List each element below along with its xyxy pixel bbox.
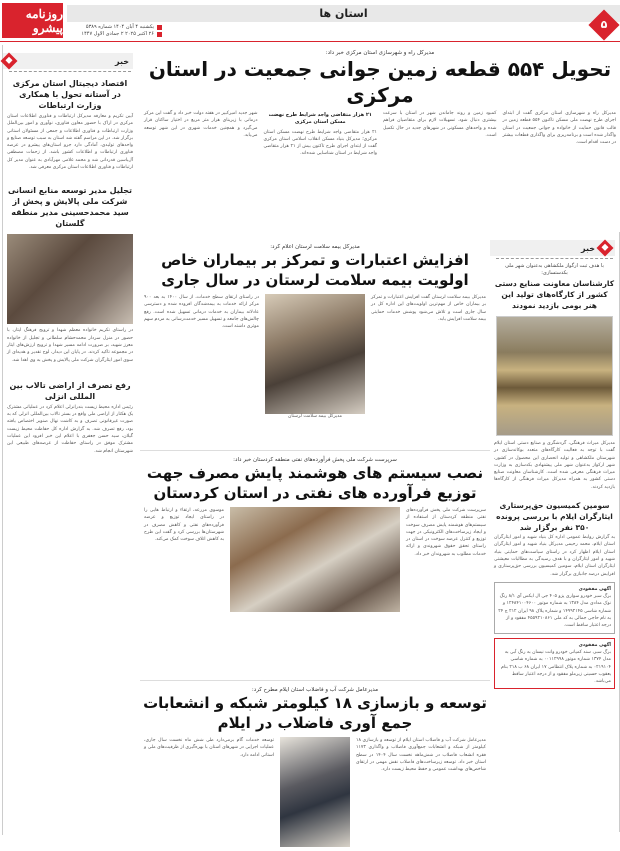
article-photo[interactable] [7,234,133,324]
lead-headline[interactable]: تحویل ۵۵۴ قطعه زمین جوانی جمعیت در استان مرکزی [148,57,612,107]
news-section-label [490,240,615,256]
text-column: کمبود زمین و روند جاماندن شهر در استان با سرعت بیشتری دنبال شود. تسهیلات لازم برای متقاضیان فراهم شده و واحدهای مسکونی در شهرهای جدید در حال تکمیل است. [383,111,497,138]
masthead [0,0,620,40]
date-block [72,24,162,38]
knives-photo[interactable] [496,316,613,436]
notice-title: آگهی مفقودی [578,586,611,592]
divider [496,258,613,259]
news-diamond-icon [597,240,614,257]
text-column: مدیرکل راه و شهرسازی استان مرکزی گفت از ابتدای اجرای طرح نهضت ملی مسکن تاکنون ۵۵۴ قطعه زمین در قالب قانون حمایت از خانواده و جوانی جمعیت در استان واگذار شده است و برنامه‌ریزی برای واگذاری قطعات بیشتر در دست اقدام است. [502,111,617,146]
article-body-row [140,503,490,616]
text-column: موسوی مزرعه، ارتقاء و ارتباط هایی را در راستای ایجاد توزیع و عرضه فرآورده‌های نفتی و کاهش مصرف در شهرستان‌ها بررسی کرد و گفت این طرح به کاهش اتلاف سوخت کمک می‌کند. [144,508,224,543]
text-column: سرپرست شرکت ملی پخش فرآورده‌های نفتی منطقه کردستان از استفاده از سیستم‌های هوشمند پایش مصرف سوخت و ایجاد زیرساخت‌های الکترونیکی در جهت توزیع و کنترل عرضه سوخت در استان در راستای تحقق حقوق شهروندی و ارائه خدمات مطلوب به شهروندان خبر داد. [406,508,486,557]
article-kurdistan [140,450,490,675]
newspaper-logo[interactable]: روزنامه پیشرو [2,3,63,38]
page-number: ۵ [600,18,608,31]
section-title: استان ها [67,5,620,22]
meeting-photo[interactable] [230,507,400,612]
article-body: مدیرکل میراث فرهنگی، گردشگری و صنایع دستی استان ایلام گفت با توجه به فعالیت کارگاه‌های متعدد بوکاندسازی در شهرستان ملکشاهی و تولید انحصاری این محصول در کشور، شهر ارکواز به‌عنوان شهر ملی پیشنهادی بکدسازی به وزارت میراث فرهنگی معرفی شده است. کارشناسان معاونت صنایع دستی کشور به همراه مدیرکل میراث فرهنگی از کارگاه‌ها بازدید کردند. [494,441,615,490]
notice-title: آگهی مفقودی [578,642,611,648]
lead-kicker: مدیرکل راه و شهرسازی استان مرکزی خبر داد: [325,50,435,56]
page-number-badge [588,9,619,40]
article-headline[interactable]: افزایش اعتبارات و تمرکز بر بیماران خاص اولویت بیمه سلامت لرستان در سال جاری [161,251,469,289]
article-body-row [140,733,490,851]
news-section-label [3,53,133,69]
article-body: به گزارش روابط عمومی اداره کل بنیاد شهید و امور ایثارگران استان ایلام، محمد رحیمی مدیرکل بنیاد شهید و امور ایثارگران استان ایلام اظهار کرد در راستای سیاست‌های حمایتی بنیاد شهید و امور ایثارگران و با هدف رسیدگی به مطالبات معیشتی ایثارگران استان ایلام، سومین کمیسیون بررسی حق‌پرستاری و افزایش درصد جانبازی برگزار شد. [494,535,615,577]
article-body: آیین تکریم و معارفه مدیرکل ارتباطات و فناوری اطلاعات استان مرکزی در اراک با حضور معاون فناوری، نوآوری و امور بین‌الملل وزارت ارتباطات و فناوری اطلاعات و جمعی از مسئولان استانی برگزار شد. در این مراسم گفته شد استان به سبب توسعه صنایع و واحدهای تولیدی، آمادگی دارد جزو استان‌های پیشرو در عرصه فناوری ارتباطات و اطلاعات کشور باشد. از زحمات مصطفی آل‌یاسین قدردانی شد و محمد غلامی مهرآبادی به عنوان مدیر کل ارتباطات و فناوری اطلاعات استان مرکزی معرفی شد. [7,114,133,171]
news-label-text: خبر [580,243,595,253]
article-kicker: سرپرست شرکت ملی پخش فرآورده‌های نفتی منطقه کردستان خبر داد: [233,457,397,463]
article-kicker: مدیرعامل شرکت آب و فاضلاب استان ایلام مطرح کرد: [251,687,379,693]
article-title[interactable]: اقتصاد دیجیتال استان مرکزی در آستانه تحول با همکاری وزارت ارتباطات [12,79,128,110]
bullet-square-icon [157,25,162,30]
article-headline[interactable]: نصب سیستم های هوشمند پایش مصرف جهت توزیع فرآورده های نفتی در استان کردستان [146,464,484,502]
text-column: توسعه خدمات گام برمی‌دارد طی شش ماه نخست سال جاری، عملیات اجرایی در شهرهای استان با بهره‌گیری از ظرفیت‌های ملی و استانی ادامه دارد. [144,738,274,758]
news-label-text: خبر [114,56,129,66]
divider [9,71,131,72]
article-title[interactable]: سومین کمیسیون حق‌پرستاری ایثارگران ایلام با بررسی پرونده ۳۵۰ نفر برگزار شد [496,501,613,533]
right-column [490,232,620,832]
article-body: در راستای تکریم خانواده معظم شهدا و ترویج فرهنگ ایثار، با حضور در منزل سردار محمدحشام سلطانی و تجلیل از خانواده معزز شهید، بر ضرورت ادامه مسیر شهدا و ترویج ارزش‌های ایثار در مجموعه تاکید کردند. در پایان این دیدار، لوح تقدیر و هدیه‌ای از سوی امور ایثارگران شرکت ملی پالایش و پخش به وی اهدا شد. [7,328,133,363]
text-column [264,110,378,158]
text-column-body: ۲۱ هزار متقاضی واجد شرایط طرح نهضت مسکن استان مرکزی؛ مدیرکل بنیاد مسکن انقلاب اسلامی استان مرکزی گفت از ابتدای اجرای طرح تاکنون بیش از ۲۱ هزار متقاضی واجد شرایط در استان شناسایی شده‌اند. [263,129,377,157]
date-line-persian: یکشنبه ۴ آبان ۱۴۰۴ شماره ۵۳۸۹ [85,24,154,30]
article-ilam [140,680,490,837]
bullet-square-icon [157,32,162,37]
lead-subhead: ۲۱ هزار متقاضی واجد شرایط طرح نهضت مسکن استان مرکزی [268,112,372,126]
header-divider [0,41,620,42]
notice-body: برگ سبز، سند کمپانی خودرو وانت نیسان به رنگ آبی به مدل ۱۳۷۴ شماره موتور ۰۰۱۱۲۹۹۸ به شماره شاسی ۰۲۱۹۱۰۴ به شماره پلاک انتظامی ۱۷ ایران ۶۸ ب ۲۱۸ بنام یعقوب حسینی زیرملو مفقود و از درجه اعتبار ساقط می‌باشد. [501,649,611,685]
left-column [2,45,137,835]
article-lorestan [140,238,490,443]
text-column: مدیرعامل شرکت آب و فاضلاب استان ایلام از توسعه و بازسازی ۱۸ کیلومتر از شبکه و انشعابات جمع‌آوری فاضلاب و واگذاری ۱۱۷۳ فقره انشعاب فاضلاب در شش‌ماهه نخست سال ۱۴۰۴ در سطح استان خبر داد. توسعه زیرساخت‌های فاضلاب نقش مهمی در ارتقای شاخص‌های بهداشت عمومی و حفظ محیط زیست دارد. [356,738,486,773]
manager-photo[interactable] [265,294,365,414]
notice-box [494,582,615,634]
ceo-photo[interactable] [280,737,350,847]
article-body-row [140,290,490,423]
lead-columns [140,108,620,160]
text-column: شهر جدید امیرکبیر در هفته دولت خبر داد و گفت این مرکز درمانی با زیربنای هزار متر مربع در اختیار ساکنان قرار می‌گیرد و همچنین خدمات شهری در این شهر توسعه می‌یابد. [144,111,258,138]
notice-box [494,638,615,690]
article-title[interactable]: کارشناسان معاونت صنایع دستی کشور از کارگاه‌های تولید این هنر بومی بازدید نمودند [494,279,615,310]
text-column: در راستای ارتقای سطح خدمات، از سال ۱۴۰۰ به بعد ۹۰۰ مرکز ارائه خدمات به بیمه‌شدگان افزوده شده و دسترسی عادلانه بیماران به خدمات درمانی تسهیل شده است. رفع چالش‌های جامعه و تسهیل مسیر خدمت‌رسانی به مردم سهم موثری داشته است. [144,295,260,330]
photo-wrapper [265,294,365,419]
article-kicker: با هدف ثبت ارگواز ملکشاهی به‌عنوان شهر ملی بکدستسازی: [505,263,604,276]
notice-body: برگ سبز خودرو سواری پژو ۴۰۵ جی ال ایکس آی ۸/۱ رنگ نوک مدادی مدل ۱۳۸۴ به شماره موتور ۱۲۴۸۴۱۰۰۴۶۰۰ و شماره شاسی ۱۴۹۹۲۱۴۵ و شماره پلاک ۹۸ ایران ۲۱۲ ج ۲۴ به نام حاجی جمالی به کد ملی ۴۵۵۹۲۱۰۸۶۱ مفقود و از درجه اعتبار ساقط است. [498,594,611,629]
article-body: رئیس اداره محیط زیست بندرانزلی اعلام کرد در عملیاتی مشترک یک هکتار از اراضی ملی واقع در بستر تالاب بین‌المللی انزلی که به صورت غیرقانونی تصرف و به کاشت نهال صنوبر اختصاص یافته بود، رفع تصرف شد. به گزارش اداره کل حفاظت محیط زیست گیلان، سید حسن جعفری با اعلام این خبر افزود این عملیات مشترک موفق در راستای حفاظت از عرصه‌های طبیعی این شهرستان انجام شد. [7,404,133,454]
photo-caption: مدیرکل بیمه سلامت لرستان [287,414,343,419]
article-headline[interactable]: توسعه و بازسازی ۱۸ کیلومتر شبکه و انشعابات جمع آوری فاضلاب در ایلام [143,694,487,732]
news-diamond-icon [1,53,18,70]
article-title[interactable]: رفع تصرف از اراضی تالاب بین المللی انزلی [9,380,131,401]
text-column: مدیرکل بیمه سلامت لرستان گفت افزایش اعتبارات و تمرکز بر بیماران خاص از مهم‌ترین اولویت‌های این اداره کل در سال جاری است و تلاش می‌شود پوشش خدمات حمایتی بیمه سلامت افزایش یابد. [371,295,486,322]
lead-article [140,44,620,224]
article-title[interactable]: تجلیل مدیر توسعه منابع انسانی شرکت ملی پالایش و پخش از سید محمدحسینی مدیر منطقه گلستان [7,186,133,229]
date-line-gregorian: ۲۶ اکتبر ۲۰۲۵ ۲ جمادی الاول ۱۴۴۷ [81,31,154,37]
article-kicker: مدیرکل بیمه سلامت لرستان اعلام کرد: [270,244,360,250]
